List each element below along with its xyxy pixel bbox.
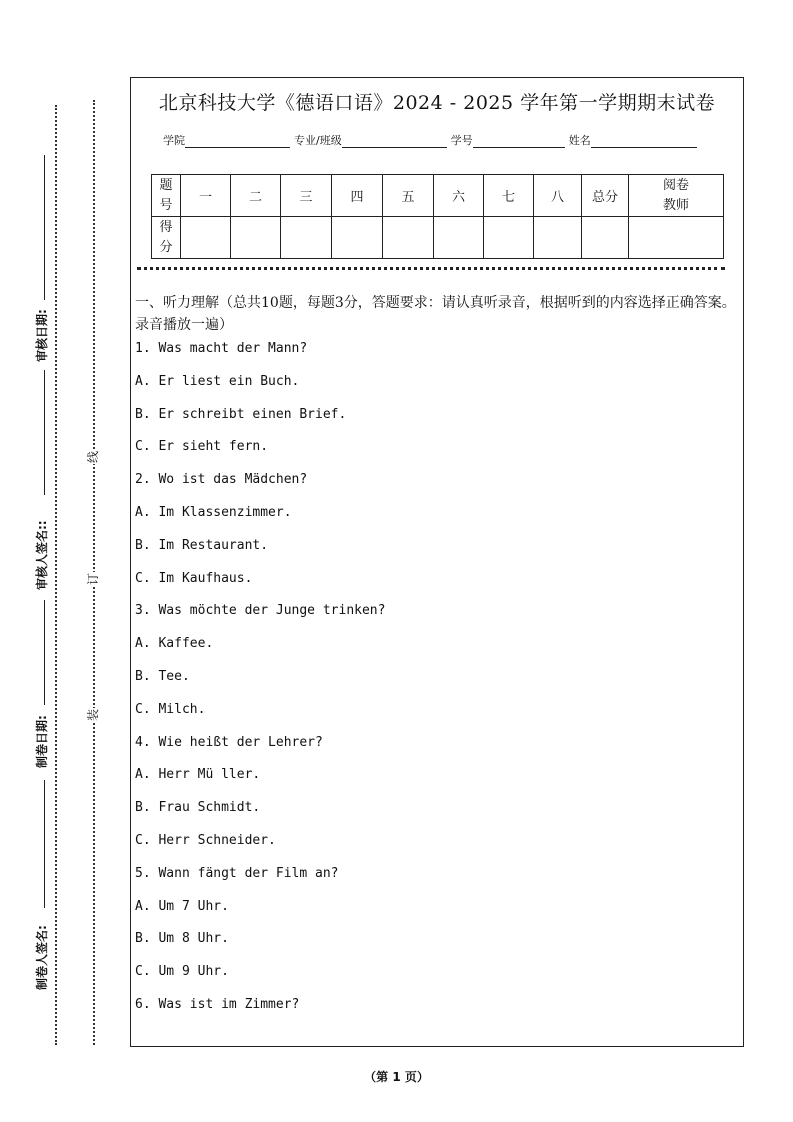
question-number-label: 题 号	[152, 175, 181, 217]
col-4: 四	[332, 175, 383, 217]
compile-date-label: 制卷日期:	[35, 715, 49, 768]
field-major-blank[interactable]	[342, 135, 447, 148]
exam-frame	[130, 77, 744, 1047]
field-student-id-label: 学号	[450, 134, 473, 147]
answer-option[interactable]: A. Kaffee.	[135, 636, 214, 652]
col-5: 五	[383, 175, 434, 217]
review-date-label: 审核日期:	[35, 309, 49, 362]
answer-option[interactable]: C. Milch.	[135, 701, 206, 717]
section-instruction: 一、听力理解（总共10题，每题3分，答题要求：请认真听录音，根据听到的内容选择正确答案。录音播放一遍）	[135, 295, 736, 333]
field-college-blank[interactable]	[185, 135, 290, 148]
question-text: 2. Wo ist das Mädchen?	[135, 472, 308, 488]
binding-char-pack: 装	[86, 709, 100, 722]
score-cell-3[interactable]	[281, 217, 332, 259]
col-8: 八	[534, 175, 582, 217]
answer-option[interactable]: B. Frau Schmidt.	[135, 800, 261, 816]
score-cell-7[interactable]	[484, 217, 534, 259]
answer-option[interactable]: B. Um 8 Uhr.	[135, 931, 229, 947]
col-2: 二	[231, 175, 281, 217]
score-label: 得 分	[152, 217, 181, 259]
reviewer-label: 阅卷 教师	[629, 175, 724, 217]
col-3: 三	[281, 175, 332, 217]
question-text: 5. Wann fängt der Film an?	[135, 865, 339, 881]
question-text: 3. Was möchte der Junge trinken?	[135, 603, 386, 619]
col-1: 一	[181, 175, 231, 217]
field-student-id-blank[interactable]	[473, 135, 565, 148]
score-table	[151, 174, 724, 259]
answer-option[interactable]: B. Im Restaurant.	[135, 537, 269, 553]
score-cell-2[interactable]	[231, 217, 281, 259]
score-cell-8[interactable]	[534, 217, 582, 259]
field-name-blank[interactable]	[591, 135, 697, 148]
answer-option[interactable]: C. Er sieht fern.	[135, 439, 269, 455]
compiler-signature-label: 制卷人签名:	[35, 925, 49, 990]
binding-dotted-line-outer	[55, 105, 57, 1045]
answer-option[interactable]: A. Herr Mü ller.	[135, 767, 261, 783]
score-cell-1[interactable]	[181, 217, 231, 259]
score-table-header-row	[152, 175, 724, 217]
reviewer-cell[interactable]	[629, 217, 724, 259]
question-text: 6. Was ist im Zimmer?	[135, 997, 300, 1012]
answer-option[interactable]: C. Im Kaufhaus.	[135, 570, 253, 586]
field-name-label: 姓名	[568, 134, 591, 147]
score-cell-4[interactable]	[332, 217, 383, 259]
score-cell-5[interactable]	[383, 217, 434, 259]
student-info-row	[163, 132, 701, 148]
compiler-signature-blank	[44, 780, 45, 908]
answer-option[interactable]: C. Herr Schneider.	[135, 833, 276, 848]
question-text: 4. Wie heißt der Lehrer?	[135, 734, 323, 750]
page-footer: （第 1 页）	[364, 1070, 429, 1084]
reviewer-signature-label: 审核人签名::	[35, 520, 49, 590]
answer-option[interactable]: A. Er liest ein Buch.	[135, 373, 300, 389]
score-cell-6[interactable]	[434, 217, 484, 259]
review-date-blank	[44, 155, 45, 300]
answer-option[interactable]: B. Er schreibt einen Brief.	[135, 406, 347, 422]
field-college-label: 学院	[163, 134, 185, 147]
binding-char-line: 线	[86, 451, 100, 464]
section-separator	[137, 267, 725, 270]
answer-option[interactable]: B. Tee.	[135, 669, 190, 684]
binding-char-bind: 订	[86, 573, 100, 586]
question-text: 1. Was macht der Mann?	[135, 341, 308, 356]
col-total: 总分	[582, 175, 629, 217]
field-major-label: 专业/班级	[294, 134, 342, 147]
reviewer-signature-blank	[44, 370, 45, 495]
col-7: 七	[484, 175, 534, 217]
listening-section	[135, 292, 739, 1012]
score-cell-total[interactable]	[582, 217, 629, 259]
answer-option[interactable]: C. Um 9 Uhr.	[135, 964, 229, 980]
answer-option[interactable]: A. Im Klassenzimmer.	[135, 505, 292, 520]
compile-date-blank	[44, 600, 45, 705]
score-table-score-row	[152, 217, 724, 259]
col-6: 六	[434, 175, 484, 217]
answer-option[interactable]: A. Um 7 Uhr.	[135, 898, 229, 914]
exam-title: 北京科技大学《德语口语》2024 - 2025 学年第一学期期末试卷	[158, 92, 716, 114]
